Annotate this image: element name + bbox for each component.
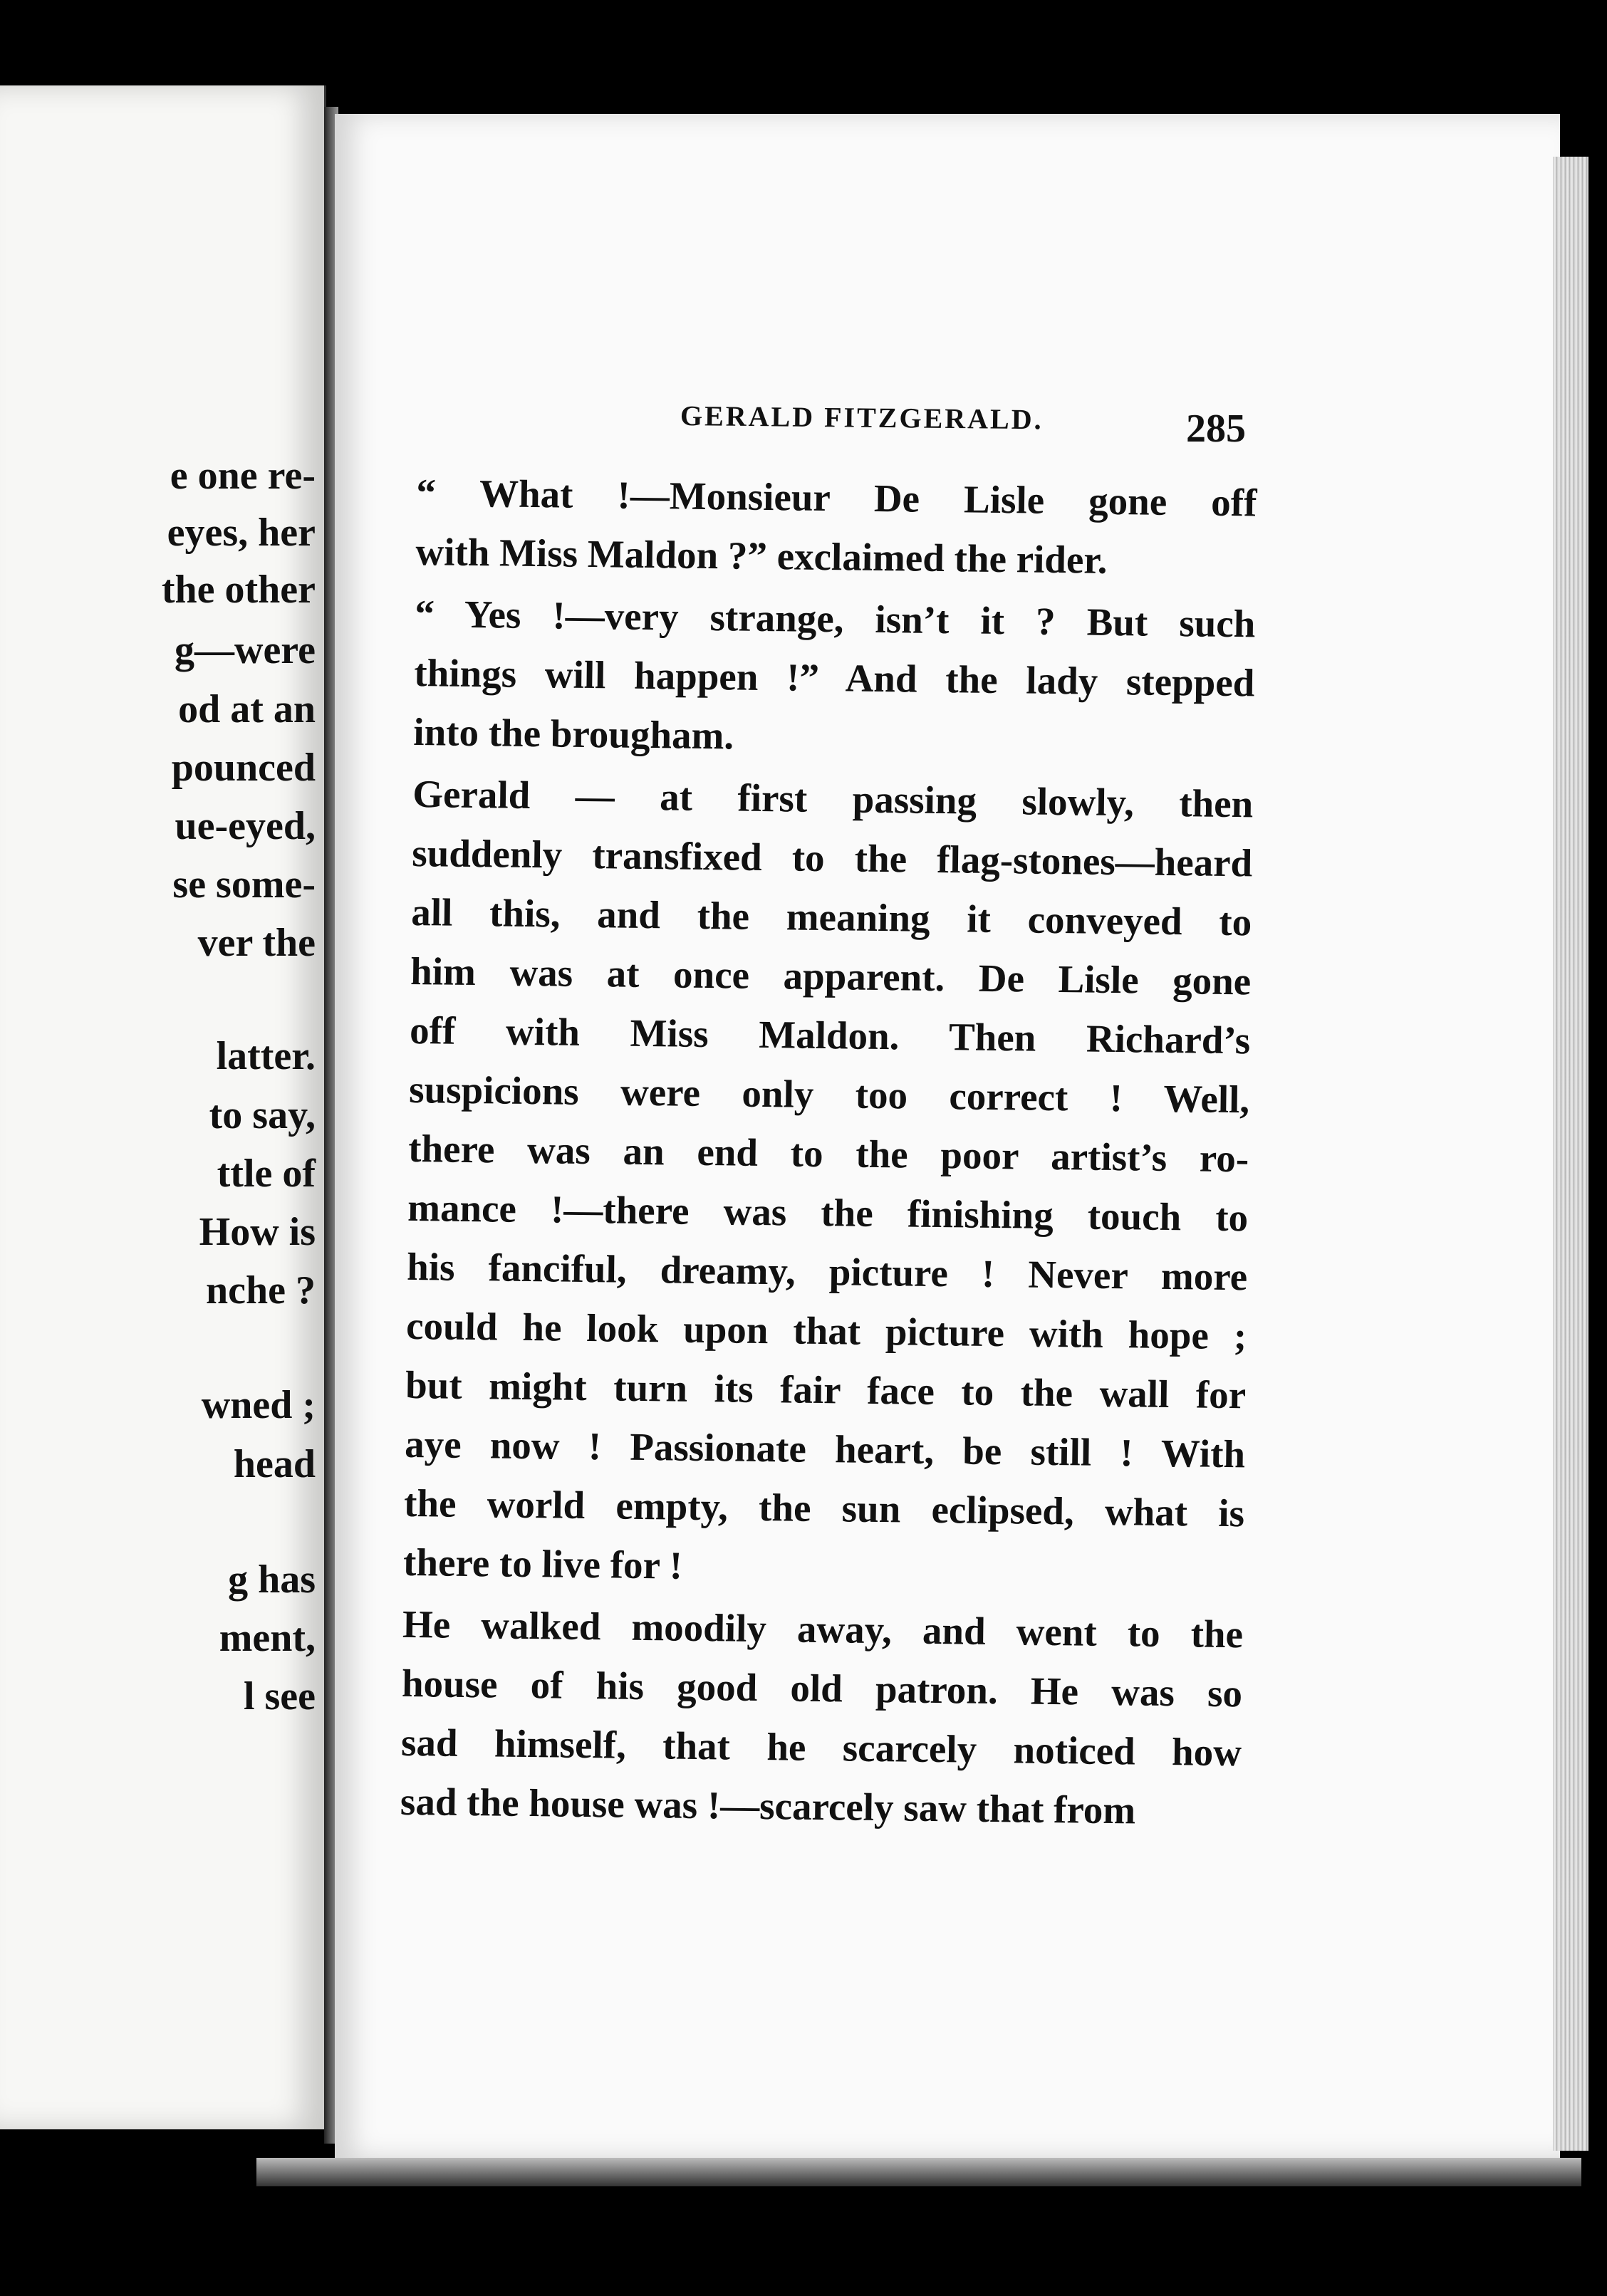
left-page-line: se some-	[172, 862, 316, 907]
text-line: mance !—there was the finishing touch to	[407, 1185, 1249, 1240]
left-page-line: ttle of	[217, 1152, 316, 1196]
left-page	[0, 85, 326, 2129]
text-line: “ Yes !—very strange, isn’t it ? But such	[415, 591, 1256, 646]
text-line: sad the house was !—scarcely saw that from	[400, 1779, 1136, 1832]
left-page-line: l see	[243, 1674, 316, 1718]
left-page-line: eyes, her	[167, 511, 316, 555]
text-line: off with Miss Maldon. Then Richard’s	[409, 1008, 1251, 1063]
left-page-line: pounced	[171, 746, 316, 790]
body-text	[400, 463, 1257, 1841]
text-line: He walked moodily away, and went to the	[402, 1602, 1244, 1656]
text-line: “ What !—Monsieur De Lisle gone off	[416, 470, 1257, 525]
left-page-line: e one re-	[170, 454, 316, 498]
text-line: but might turn its fair face to the wall for	[405, 1362, 1247, 1417]
text-line: him was at once apparent. De Lisle gone	[410, 949, 1252, 1003]
text-line: aye now ! Passionate heart, be still ! With	[404, 1421, 1246, 1476]
text-line: house of his good old patron. He was so	[401, 1661, 1243, 1716]
left-page-line: g—were	[175, 628, 316, 672]
text-line: Gerald — at first passing slowly, then	[412, 771, 1254, 826]
left-page-line: g has	[228, 1557, 316, 1602]
text-line: suspicions were only too correct ! Well,	[408, 1067, 1250, 1122]
left-page-line: ment,	[219, 1616, 316, 1660]
left-page-line: the other	[161, 568, 316, 612]
running-head: GERALD FITZGERALD.	[680, 400, 1044, 436]
text-line: into the brougham.	[413, 709, 734, 758]
left-page-line: wned ;	[201, 1383, 316, 1427]
text-line: with Miss Maldon ?” exclaimed the rider.	[415, 529, 1108, 582]
text-line: suddenly transfixed to the flag-stones—heard	[411, 830, 1253, 885]
left-page-line: latter.	[216, 1034, 316, 1078]
text-line: sad himself, that he scarcely noticed how	[400, 1720, 1242, 1775]
left-page-line: ue-eyed,	[175, 804, 316, 848]
text-line: things will happen !” And the lady stepped	[414, 650, 1255, 705]
left-page-line: How is	[199, 1210, 316, 1254]
left-page-line: to say,	[209, 1093, 316, 1137]
text-line: could he look upon that picture with hope ;	[405, 1303, 1247, 1358]
left-page-line: ver the	[197, 921, 316, 965]
page-number: 285	[1186, 407, 1246, 451]
left-page-line: od at an	[178, 687, 316, 731]
text-line: all this, and the meaning it conveyed to	[410, 889, 1252, 944]
text-line: there was an end to the poor artist’s ro-	[407, 1126, 1249, 1181]
bottom-page-edge	[256, 2158, 1581, 2186]
text-line: the world empty, the sun eclipsed, what is	[403, 1481, 1245, 1535]
left-page-line: head	[233, 1442, 316, 1486]
left-page-line: nche ?	[206, 1268, 316, 1313]
text-line: there to live for !	[402, 1540, 683, 1587]
page-edges	[1553, 157, 1588, 2151]
text-line: his fanciful, dreamy, picture ! Never more	[406, 1244, 1248, 1299]
